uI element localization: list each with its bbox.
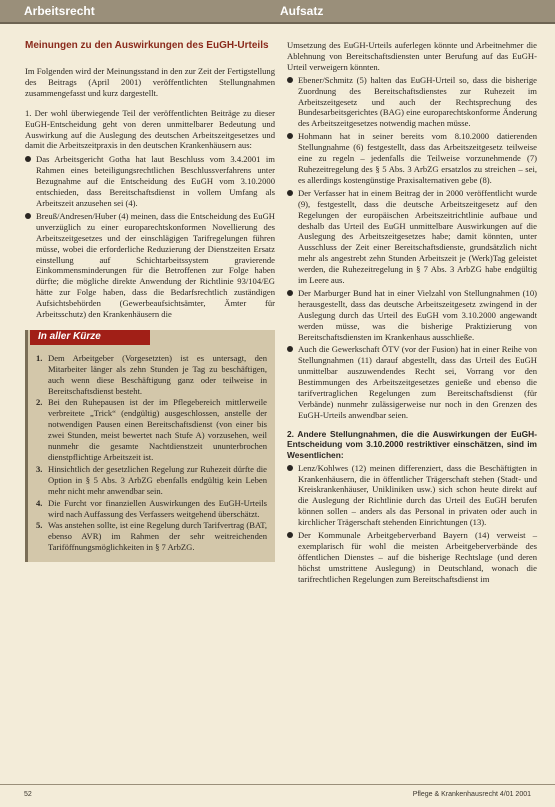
list-item: Der Marburger Bund hat in einer Vielzahl von Stellungnahmen (10) herausgestellt, dass das deutsche Arbeitszeitgesetz zwingend in der Auslegung durch das Urteil des EuGH vom 3.10.2000 angewandt werden müsse, was die bisherige Praktizierung von Bereitschaftsdiensten im Krankenhaus ausschließe. [287, 288, 537, 343]
part2-heading: 2. Andere Stellungnahmen, die die Auswirkungen der EuGH-Entscheidung vom 3.10.2000 restriktiver einschätzen, sind im Wesentlichen: [287, 428, 537, 460]
list-item: Der Verfasser hat in einem Beitrag der in 2000 veröffentlicht wurde (9), festgestellt, dass die deutsche Arbeitszeitgesetz auf den Regelungen der europäischen Arbeitszeitrichtlinie aufbaue und deshalb das Urteil des EuGH unmittelbare Auswirkungen auf die Auslegung des Arbeitszeitgesetzes habe; damit könnten, unter Ausschluss der Zeit einer Bereitschaftsdienste, grundsätzlich nicht mehr als angestrebt zehn Stunden Arbeitszeit je (Werk)Tag geleistet werden, die Ruhezeitregelung in § 7 Abs. 3 ArbZG habe endgültig im Leere aus. [287, 188, 537, 286]
continued-paragraph: Umsetzung des EuGH-Urteils auferlegen könnte und Arbeitnehmer die Ablehnung von Bereitschaftsdiensten unter Berufung auf das EuGH-Urteil verweigern könnten. [287, 40, 537, 72]
page-number: 52 [24, 791, 32, 798]
bullet-icon [25, 213, 31, 219]
list-item: 2. Bei den Ruhepausen ist der im Pflegebereich mittlerweile verbreitete „Trick“ (endgültig) ausgeschlossen, anstelle der notwendigen Pausen einen Bereitschaftsdienst (von einer bis zwei Stunden, meist bewertet nach Stufe A) vorzusehen, weil nunmehr die gesamte Nachtdienstzeit ununterbrochen dienstpflichtige Arbeitszeit ist. [36, 397, 267, 462]
list-item: Der Kommunale Arbeitgeberverband Bayern (14) verweist – exemplarisch für wohl die meisten Arbeitgeberverbände des öffentlichen Dienstes – auf die bisherige Rechtslage (und deren höchst umstrittene Auslegung) in Deutschland, wonach die tarifrechtlichen Regelungen zum Bereitschaftsdienst im [287, 530, 537, 585]
left-column [25, 40, 275, 562]
right-bullet-list-b [287, 463, 537, 585]
list-item: Ebener/Schmitz (5) halten das EuGH-Urteil so, dass die bisherige Zuordnung des Bereitschaftsdienstes zur Ruhezeit im Arbeitszeitgesetz und auch der Rechtsprechung des Bundesarbeitsgerichtes (BAG) eine europarechtskonforme Änderung des Arbeitszeitgesetzes notwendig machen müsse. [287, 75, 537, 130]
part1-paragraph: 1. Der wohl überwiegende Teil der veröffentlichten Beiträge zu dieser EuGH-Entscheidung geht von deren unmittelbarer Bedeutung und Auswirkung auf die Auslegung des deutschen Arbeitszeitgesetzes und damit die Arbeitszeitpraxis in den deutschen Krankenhäusern aus: [25, 107, 275, 151]
section-label: Arbeitsrecht [24, 4, 95, 18]
list-item: 4. Die Furcht vor finanziellen Auswirkungen des EuGH-Urteils wird nach Auffassung des Verfassers weitgehend überschätzt. [36, 497, 267, 519]
left-bullet-list [25, 154, 275, 320]
bullet-icon [287, 346, 293, 352]
bullet-icon [287, 532, 293, 538]
bullet-icon [25, 156, 31, 162]
list-item: Breuß/Andresen/Huber (4) meinen, dass die Entscheidung des EuGH unverzüglich zu einer europarechtskonformen Novellierung des Arbeitszeitgesetzes und der einschlägigen Tarifregelungen führen müsse, wobei die erforderliche Reduzierung der Dienstzeiten Ersatz einstellung auf Schichtarbeitssystem gravierende Einkommensminderungen für die Betroffenen zur Folge haben dürfte; die mögliche direkte Anwendung der Richtlinie 93/104/EG hätte zur Folge haben, dass die Bedarfsrechtlich zuständigen Aufsichtsbehörden (Gewerbeaufsichtsämter, Ämter für Arbeitsschutz) den Krankenhäusern die [25, 211, 275, 320]
right-bullet-list-a [287, 75, 537, 421]
summary-box [25, 330, 275, 562]
summary-list [28, 353, 275, 553]
journal-name: Pflege & Krankenhausrecht 4/01 2001 [412, 791, 531, 798]
intro-paragraph: Im Folgenden wird der Meinungsstand in den zur Zeit der Fertigstellung des Beitrags (April 2001) veröffentlichten Stellungnahmen zusammengefasst und kurz dargestellt. [25, 66, 275, 98]
article-type-label: Aufsatz [280, 4, 324, 18]
summary-box-title: In aller Kürze [30, 330, 150, 345]
page-footer [0, 784, 555, 807]
list-item: Auch die Gewerkschaft ÖTV (vor der Fusion) hat in einer Reihe von Stellungnahmen (11) darauf abgestellt, dass das Urteil des EuGH unmittelbar auszuwendendes Recht sei, Vorrang vor den Bestimmungen des Arbeitszeitgesetzes genieße und ebenso die tarifvertraglichen Regelungen zum Bereitschaftsdienst (für Verbände) nunmehr zulässigerweise nur noch in den Grenzen des EuGH-Urteils anwendbar seien. [287, 344, 537, 420]
bullet-icon [287, 290, 293, 296]
list-item: 5. Was anstehen sollte, ist eine Regelung durch Tarifvertrag (BAT, ebenso AVR) im Rahmen der sehr weitreichenden Tariföffnungsmöglichkeiten in § 7 ArbZG. [36, 520, 267, 553]
list-item: 3. Hinsichtlich der gesetzlichen Regelung zur Ruhezeit dürfte die Option in § 5 Abs. 3 ArbZG ebenfalls endgültig kein Leben mehr nicht mehr anwendbar sein. [36, 463, 267, 496]
bullet-icon [287, 190, 293, 196]
list-item: Lenz/Kohlwes (12) meinen differenziert, dass die Beschäftigten in Krankenhäusern, die in öffentlicher Trägerschaft stehen (Stadt- und Kreiskrankenhäuser, Unikliniken usw.) sich schon heute direkt auf die Auslegung der Richtlinie durch das Urteil des EuGH berufen können sollen – anders als das Personal in privaten oder auch in kirchlicher Trägerschaft stehenden Einrichtungen (13). [287, 463, 537, 528]
bullet-icon [287, 133, 293, 139]
bullet-icon [287, 465, 293, 471]
page-header [0, 0, 555, 24]
list-item: 1. Dem Arbeitgeber (Vorgesetzten) ist es untersagt, den Mitarbeiter länger als zehn Stunden je Tag zu beschäftigen, auch wenn diese Beschäftigung ganz oder teilweise in Bereitschaftsdienst besteht. [36, 352, 267, 396]
list-item: Das Arbeitsgericht Gotha hat laut Beschluss vom 3.4.2001 im Rahmen eines beteiligungsrechtlichen Beschlussverfahrens unter Bezugnahme auf die Entscheidung des EuGH vom 3.10.2000 entschieden, dass Bereitschaftsdienst in vollem Umfang als Arbeitszeit anzusehen sei (4). [25, 154, 275, 209]
list-item: Hohmann hat in seiner bereits vom 8.10.2000 datierenden Stellungnahme (6) festgestellt, dass das Arbeitszeitgesetz teilweise eine zu regeln – jedenfalls die Teilweise vorzunehmende (7) Ruhezeitregelung des § 5 Abs. 3 ArbZG ersatzlos zu streichen – sei, es allerdings kostengünstige Praxisalternativen gebe (8). [287, 131, 537, 186]
bullet-icon [287, 77, 293, 83]
article-title: Meinungen zu den Auswirkungen des EuGH-Urteils [25, 40, 269, 51]
right-column [287, 40, 537, 587]
